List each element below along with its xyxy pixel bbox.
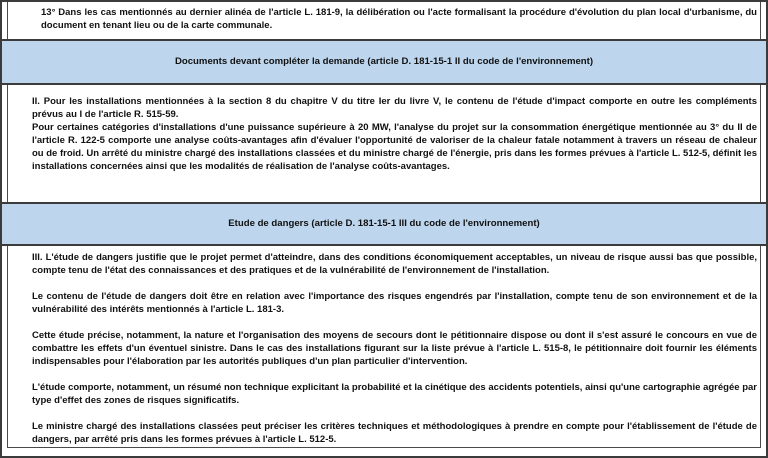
section-header-label: Documents devant compléter la demande (article D. 181-15-1 II du code de l'environnement) xyxy=(174,56,594,67)
legal-paragraph: 13° Dans les cas mentionnés au dernier alinéa de l'article L. 181-9, la délibération ou l'acte formalisant la procédure d'évolution du plan local d'urbanisme, du document en tenant lieu ou de la carte communale. xyxy=(41,7,757,31)
legal-paragraph: II. Pour les installations mentionnées à la section 8 du chapitre V du titre Ier du livre V, le contenu de l'étude d'impact comporte en outre les compléments prévus au I de l'article R. 515-59. xyxy=(32,96,757,120)
section-header-documents xyxy=(2,39,766,85)
legal-paragraph: L'étude comporte, notamment, un résumé non technique explicitant la probabilité et la cinétique des accidents potentiels, ainsi qu'une cartographie agrégée par type d'effet des zones de risques significatifs. xyxy=(32,382,757,406)
legal-paragraph: Le contenu de l'étude de dangers doit être en relation avec l'importance des risques engendrés par l'installation, compte tenu de son environnement et de la vulnérabilité des intérêts mentionnés à l'article L. 181-3. xyxy=(32,291,757,315)
legal-paragraph: Pour certaines catégories d'installations d'une puissance supérieure à 20 MW, l'analyse du projet sur la consommation énergétique mentionnée au 3° du II de l'article R. 122-5 comporte une analyse coûts-avantages afin d'évaluer l'opportunité de valoriser de la chaleur fatale notamment à travers un réseau de chaleur ou de froid. Un arrêté du ministre chargé des installations classées et du ministre chargé de l'énergie, pris dans les formes prévues à l'article L. 512-5, définit les installations concernées ainsi que les modalités de réalisation de l'analyse coûts-avantages. xyxy=(32,122,757,172)
section-article-ii xyxy=(7,85,761,202)
legal-paragraph: III. L'étude de dangers justifie que le projet permet d'atteindre, dans des conditions économiquement acceptables, un niveau de risque aussi bas que possible, compte tenu de l'état des connaissances et des pratiques et de la vulnérabilité de l'environnement de l'installation. xyxy=(32,252,757,276)
legal-paragraph: Le ministre chargé des installations classées peut préciser les critères techniques et méthodologiques à prendre en compte pour l'établissement de l'étude de dangers, par arrêté pris dans les formes prévues à l'article L. 512-5. xyxy=(32,421,757,445)
section-article-iii xyxy=(7,246,761,448)
legal-paragraph: Cette étude précise, notamment, la nature et l'organisation des moyens de secours dont le pétitionnaire dispose ou dont il s'est assuré le concours en vue de combattre les effets d'un éventuel sinistre. Dans le cas des installations figurant sur la liste prévue à l'article L. 515-8, le pétitionnaire doit fournir les éléments indispensables pour l'élaboration par les autorités publiques d'un plan particulier d'intervention. xyxy=(32,330,757,367)
section-header-etude-de-dangers xyxy=(2,202,766,246)
section-header-label: Etude de dangers (article D. 181-15-1 III du code de l'environnement) xyxy=(228,218,540,229)
section-article-13 xyxy=(7,2,761,39)
